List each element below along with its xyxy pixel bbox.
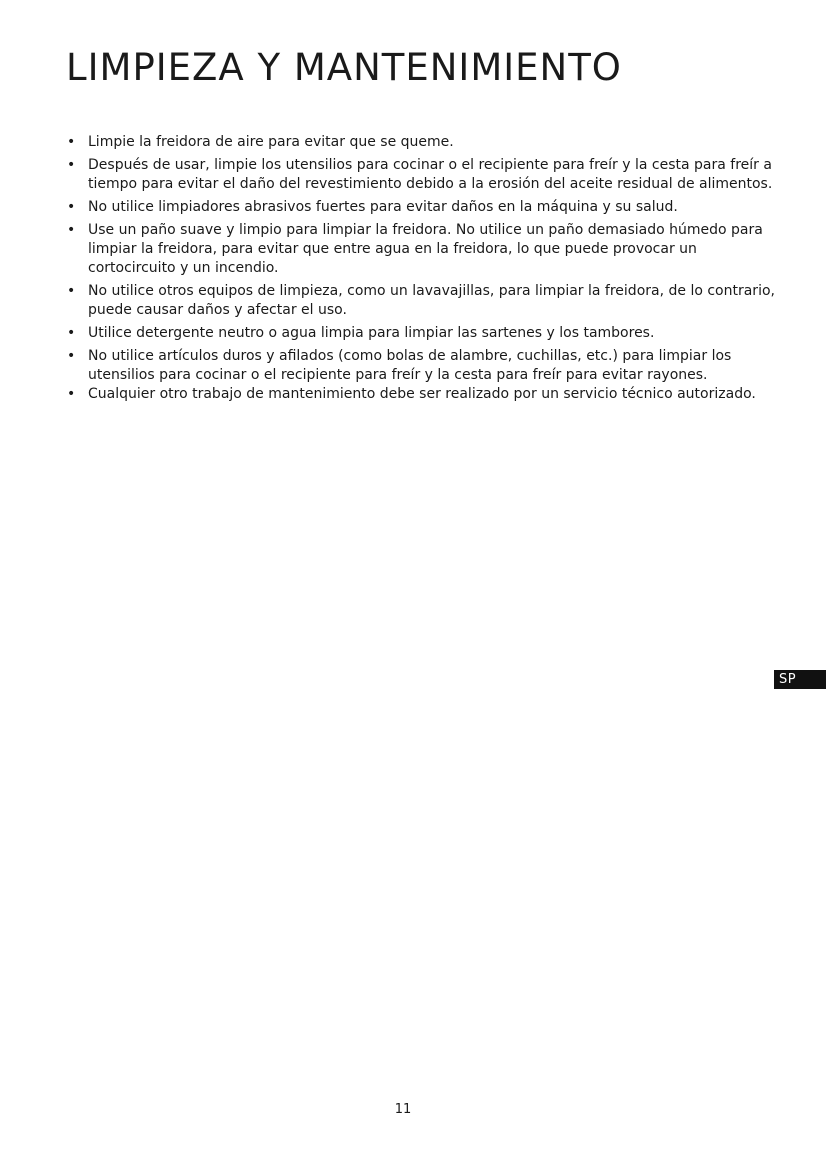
list-item [66,347,786,385]
page-title: LIMPIEZA Y MANTENIMIENTO [66,46,622,89]
bullet-icon: • [67,134,76,150]
bullet-icon: • [67,386,76,402]
bullet-icon: • [67,325,76,341]
list-item [66,282,786,320]
list-item [66,156,786,194]
bullet-icon: • [67,348,76,364]
list-item-text: No utilice artículos duros y afilados (como bolas de alambre, cuchillas, etc.) para limpiar los utensilios para cocinar o el recipiente para freír y la cesta para freír para evitar rayones. [88,348,732,383]
bullet-icon: • [67,283,76,299]
list-item [66,221,786,278]
bullet-icon: • [67,222,76,238]
list-item [66,385,786,404]
list-item [66,133,786,152]
language-tab: SP [774,670,826,689]
page-number: 11 [394,1102,412,1117]
list-item-text: No utilice limpiadores abrasivos fuertes para evitar daños en la máquina y su salud. [88,199,678,215]
bullet-icon: • [67,157,76,173]
list-item-text: Limpie la freidora de aire para evitar que se queme. [88,134,454,150]
cleaning-instructions-list [66,133,786,408]
list-item [66,324,786,343]
bullet-icon: • [67,199,76,215]
list-item-text: No utilice otros equipos de limpieza, como un lavavajillas, para limpiar la freidora, de lo contrario, puede causar daños y afectar el uso. [88,283,775,318]
list-item-text: Utilice detergente neutro o agua limpia para limpiar las sartenes y los tambores. [88,325,655,341]
list-item [66,198,786,217]
list-item-text: Después de usar, limpie los utensilios para cocinar o el recipiente para freír y la cesta para freír a tiempo para evitar el daño del revestimiento debido a la erosión del aceite residual de alimentos. [88,157,773,192]
list-item-text: Cualquier otro trabajo de mantenimiento debe ser realizado por un servicio técnico autorizado. [88,386,756,402]
list-item-text: Use un paño suave y limpio para limpiar la freidora. No utilice un paño demasiado húmedo para limpiar la freidora, para evitar que entre agua en la freidora, lo que puede provocar un cortocircuito y un incendio. [88,222,763,276]
